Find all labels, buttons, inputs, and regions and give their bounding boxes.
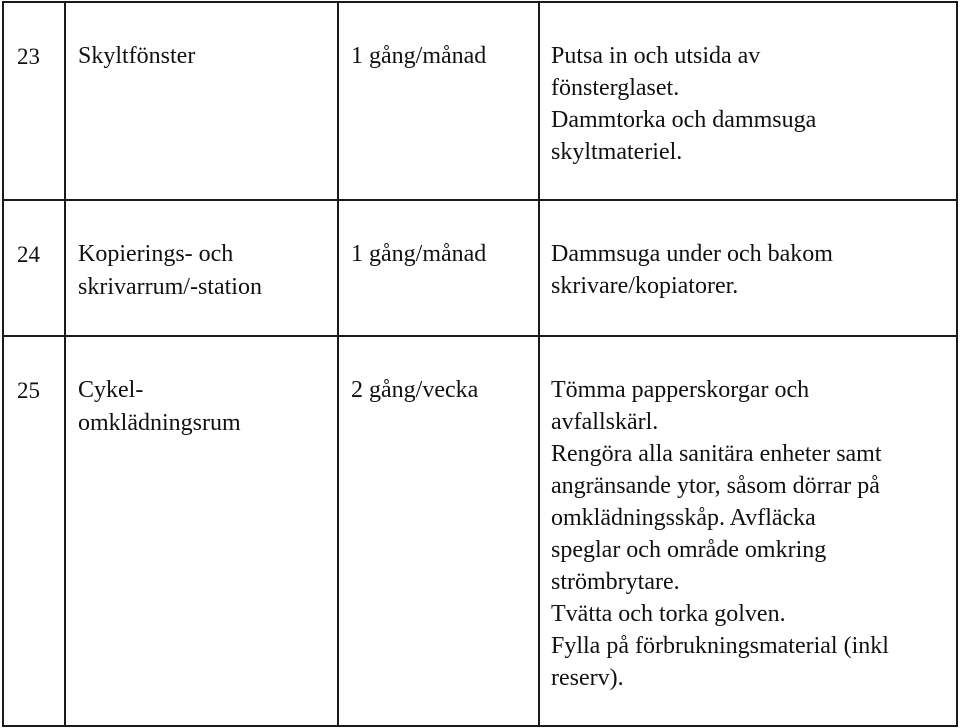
description-line: Dammtorka och dammsuga — [551, 107, 817, 133]
description-line: Tömma papperskorgar och — [551, 377, 810, 403]
room-name-line: Skyltfönster — [78, 43, 196, 69]
description-line: Dammsuga under och bakom — [551, 241, 833, 267]
frequency: 1 gång/månad — [338, 200, 539, 336]
room-name-line: skrivarrum/-station — [78, 274, 262, 300]
description-line: Rengöra alla sanitära enheter samt — [551, 441, 882, 467]
description-line: angränsande ytor, såsom dörrar på — [551, 473, 880, 499]
room-name-line: Kopierings- och — [78, 241, 234, 267]
room-name-line: omklädningsrum — [78, 410, 241, 436]
task-description — [539, 2, 957, 200]
frequency: 1 gång/månad — [338, 2, 539, 200]
description-line: skrivare/kopiatorer. — [551, 273, 739, 299]
description-line: avfallskärl. — [551, 409, 659, 435]
task-description — [539, 336, 957, 726]
room-name — [65, 2, 338, 200]
room-name-line: Cykel- — [78, 377, 144, 403]
description-line: omklädningsskåp. Avfläcka — [551, 505, 816, 531]
task-description — [539, 200, 957, 336]
row-number: 25 — [3, 336, 65, 726]
cleaning-schedule-table — [2, 1, 958, 727]
room-name — [65, 200, 338, 336]
description-line: fönsterglaset. — [551, 75, 680, 101]
description-line: Tvätta och torka golven. — [551, 601, 786, 627]
description-line: strömbrytare. — [551, 569, 680, 595]
row-number: 24 — [3, 200, 65, 336]
description-line: skyltmateriel. — [551, 139, 683, 165]
description-line: reserv). — [551, 665, 624, 691]
row-number: 23 — [3, 2, 65, 200]
room-name — [65, 336, 338, 726]
table-row — [3, 336, 957, 726]
frequency: 2 gång/vecka — [338, 336, 539, 726]
description-line: Putsa in och utsida av — [551, 43, 761, 69]
description-line: speglar och område omkring — [551, 537, 827, 563]
table-row — [3, 2, 957, 200]
description-line: Fylla på förbrukningsmaterial (inkl — [551, 633, 889, 659]
table-row — [3, 200, 957, 336]
